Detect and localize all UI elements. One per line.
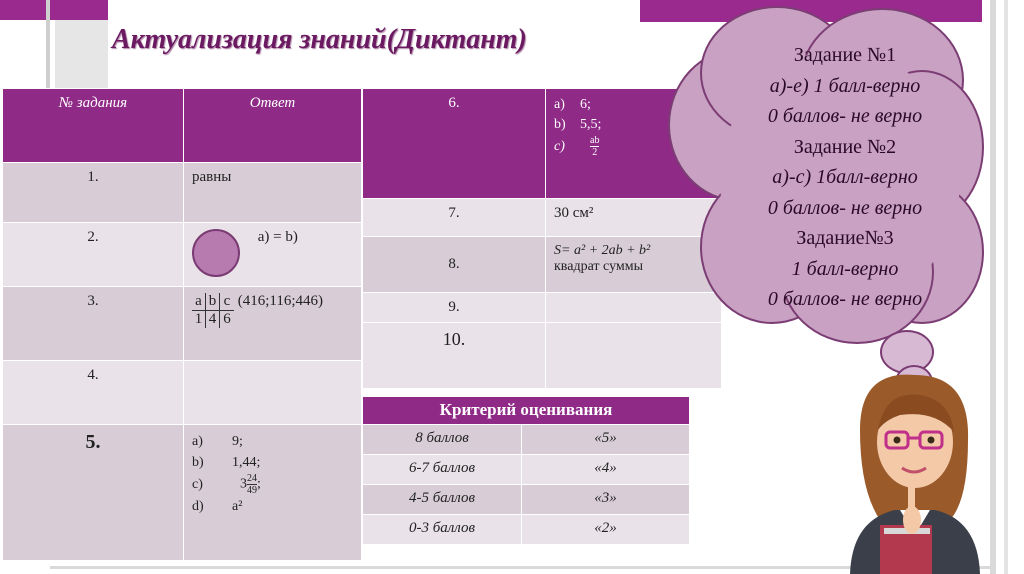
table-row — [363, 425, 690, 455]
cloud-line: а)-с) 1балл-верно — [772, 166, 918, 188]
task-answer — [184, 361, 362, 425]
criteria-points: 8 баллов — [363, 425, 522, 455]
grid-cell: c — [220, 293, 234, 311]
decor-line-right-2 — [1004, 0, 1008, 574]
task-answer: a) = b) — [257, 229, 298, 245]
criteria-grade: «3» — [522, 485, 690, 515]
fraction — [590, 135, 599, 158]
table-row — [363, 237, 722, 293]
grid-cell: 6 — [223, 311, 231, 327]
item-tail: ; — [257, 476, 261, 492]
task-answer: (416;116;446) — [237, 293, 324, 309]
task-number: 7. — [363, 199, 546, 237]
item-label: b) — [554, 117, 566, 132]
decor-line-left — [46, 0, 50, 90]
table-row — [3, 361, 362, 425]
fraction-num: 24 — [247, 473, 257, 484]
criteria-grade: «5» — [522, 425, 690, 455]
item-label: a) — [554, 97, 565, 112]
task-number: 2. — [3, 223, 184, 287]
item-label: b) — [192, 455, 204, 470]
criteria-table — [362, 396, 690, 545]
header-task-number: № задания — [3, 89, 184, 163]
cloud-line: 1 балл-верно — [791, 257, 899, 280]
item-value: 6; — [580, 97, 591, 112]
grid-cell: a — [192, 293, 206, 311]
task-answer-cell — [184, 223, 362, 287]
table-row — [363, 485, 690, 515]
task-answer — [546, 323, 722, 389]
item-value: 5,5; — [580, 117, 602, 132]
table-row — [363, 199, 722, 237]
task-answer — [546, 293, 722, 323]
header-answer: Ответ — [184, 89, 362, 163]
formula-caption: квадрат суммы — [554, 259, 644, 274]
grid-cell: 4 — [206, 311, 220, 328]
fraction-num: ab — [590, 135, 600, 146]
circle-shape — [192, 229, 240, 277]
cloud-line: 0 баллов- не верно — [767, 105, 923, 127]
task-number: 6. — [363, 89, 546, 199]
task-number: 4. — [3, 361, 184, 425]
criteria-points: 4-5 баллов — [363, 485, 522, 515]
grid-cell: b — [206, 293, 220, 311]
task-number: 8. — [363, 237, 546, 293]
item-label: c) — [192, 476, 203, 492]
formula: S= a² + 2ab + b² — [554, 243, 651, 258]
fraction-den: 2 — [592, 147, 598, 158]
cloud-line: а)-е) 1 балл-верно — [769, 74, 921, 97]
task-number: 9. — [363, 293, 546, 323]
criteria-points: 0-3 баллов — [363, 515, 522, 545]
teacher-illustration — [840, 370, 985, 574]
digits-grid — [192, 293, 234, 328]
decor-block-left — [55, 20, 108, 90]
cloud-line: Задание №1 — [793, 44, 897, 66]
fraction — [247, 473, 257, 496]
grid-cell: 1 — [192, 311, 206, 328]
criteria-points: 6-7 баллов — [363, 455, 522, 485]
cloud-line: 0 баллов- не верно — [767, 196, 923, 219]
table-row — [363, 323, 722, 389]
task-answer-cell — [184, 287, 362, 361]
task-number: 5. — [3, 425, 184, 561]
fraction-den: 49 — [247, 485, 257, 496]
table-row — [363, 293, 722, 323]
answers-table-1 — [2, 88, 362, 561]
item-value: a² — [232, 499, 243, 514]
task-answer: равны — [184, 163, 362, 223]
criteria-grade: «2» — [522, 515, 690, 545]
criteria-title: Критерий оценивания — [363, 397, 690, 425]
table-row — [3, 425, 362, 561]
cloud-text — [735, 40, 955, 315]
table-row — [363, 89, 722, 199]
item-label: a) — [192, 434, 203, 449]
table-row — [363, 455, 690, 485]
cloud-line: Задание№3 — [796, 227, 894, 249]
task-number: 1. — [3, 163, 184, 223]
cloud-line: 0 баллов- не верно — [767, 288, 923, 310]
criteria-grade: «4» — [522, 455, 690, 485]
table-row — [3, 223, 362, 287]
decor-bar-top-left — [0, 0, 108, 20]
item-value: 1,44; — [232, 455, 261, 470]
slide-title: Актуализация знаний(Диктант) — [112, 24, 527, 55]
table-row — [3, 287, 362, 361]
task-number: 3. — [3, 287, 184, 361]
item-whole: 3 — [240, 476, 247, 492]
table-row — [3, 163, 362, 223]
task-answer: 30 см² — [546, 199, 722, 237]
task-number: 10. — [363, 323, 546, 389]
item-label: c) — [554, 138, 565, 154]
decor-right-margin — [982, 0, 1024, 574]
decor-line-right — [990, 0, 996, 574]
task-answer-cell — [546, 237, 722, 293]
table-row — [363, 515, 690, 545]
item-value: 9; — [232, 434, 243, 449]
task-answer-cell — [184, 425, 362, 561]
item-label: d) — [192, 499, 204, 514]
cloud-line: Задание №2 — [793, 135, 897, 158]
